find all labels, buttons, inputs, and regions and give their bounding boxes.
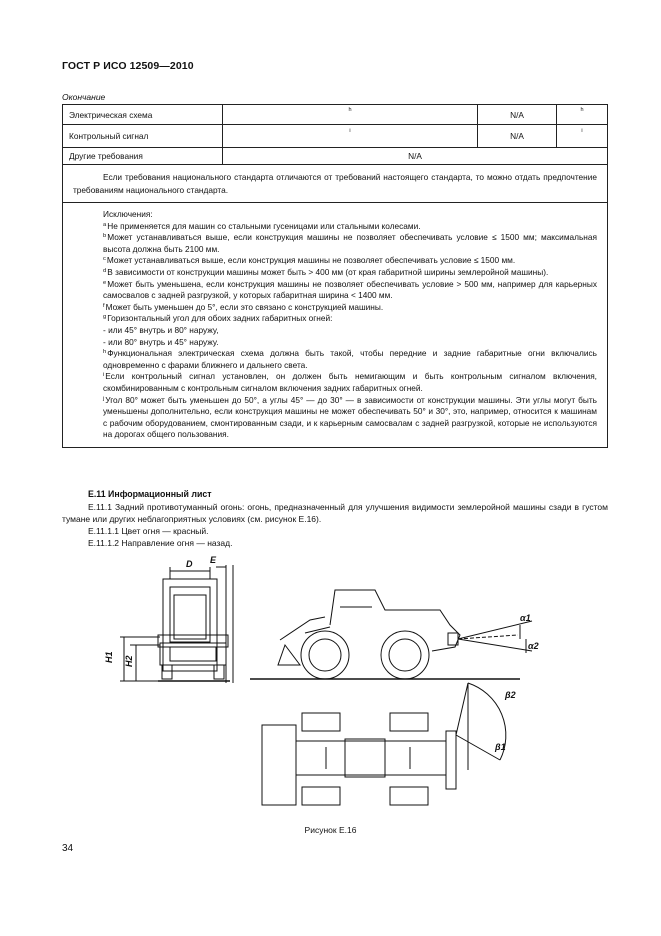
angle-label-a1: α1 — [520, 613, 531, 623]
cell-note: i — [223, 125, 478, 148]
exception-item — [103, 232, 597, 255]
exception-text: Может устанавливаться выше, если конструкция машины не позволяет обеспечивать условие ≤ 1500 мм; максимальная высота должна быть 2100 мм. — [103, 232, 597, 254]
exception-item — [103, 279, 597, 302]
paragraph: Е.11.1 Задний противотуманный огонь: огонь, предназначенный для улучшения видимости землеройной машины сзади в густом тумане или других неблагоприятных условиях (см. рисунок Е.16). — [62, 502, 608, 524]
row-label: Контрольный сигнал — [63, 125, 223, 148]
angle-label-b1: β1 — [495, 742, 506, 752]
exception-item — [103, 348, 597, 371]
footnote-mark: e — [103, 279, 107, 286]
figure-caption: Рисунок Е.16 — [304, 825, 357, 835]
cell-value: N/A — [223, 148, 608, 165]
rear-view-drawing — [120, 565, 233, 683]
dim-label-h2: H2 — [124, 655, 134, 667]
exception-text: Функциональная электрическая схема должна быть такой, чтобы передние и задние габаритные огни включались одновременно с фарами ближнего и дальнего света. — [103, 348, 597, 370]
plan-view-drawing — [262, 683, 506, 805]
exceptions-list — [103, 221, 597, 441]
row-label: Электрическая схема — [63, 105, 223, 125]
exception-text: Может устанавливаться выше, если конструкция машины не позволяет обеспечивать условие ≤ 1500 мм. — [106, 255, 516, 266]
row-label: Другие требования — [63, 148, 223, 165]
table-row — [63, 105, 608, 125]
table-row — [63, 148, 608, 165]
footnote-mark: a — [103, 221, 107, 228]
dim-label-e: E — [210, 555, 217, 565]
exception-item — [103, 221, 597, 233]
cell-note: h — [557, 105, 608, 125]
requirements-table — [62, 104, 608, 448]
table-row — [63, 165, 608, 203]
paragraph: Е.11.1.2 Направление огня — назад. — [88, 538, 233, 548]
cell-note: h — [223, 105, 478, 125]
footnote-mark: c — [103, 256, 106, 263]
exception-item — [103, 313, 597, 325]
cell-note: i — [557, 125, 608, 148]
cell-value: N/A — [478, 105, 557, 125]
continuation-label: Окончание — [62, 92, 106, 102]
exception-text: Может быть уменьшена, если конструкция машины не позволяет обеспечивать условие > 500 мм, например для карьерных самосвалов с задней разгрузкой, у которых габаритная ширина < 1400 мм. — [103, 278, 597, 301]
paragraph: Е.11.1.1 Цвет огня — красный. — [88, 526, 209, 536]
footnote-mark: f — [103, 302, 105, 309]
exception-item — [103, 337, 597, 349]
page-header: ГОСТ Р ИСО 12509—2010 — [62, 60, 194, 72]
footnote-mark: i — [103, 372, 105, 379]
footnote-mark: h — [103, 349, 107, 356]
exception-text: - или 80° внутрь и 45° наружу. — [103, 336, 219, 347]
figure-e16 — [100, 555, 560, 820]
national-standard-note: Если требования национального стандарта отличаются от требований настоящего стандарта, то можно отдать предпочтение требованиям национального стандарта. — [63, 165, 608, 203]
exception-item — [103, 395, 597, 441]
exception-item — [103, 371, 597, 394]
exception-item — [103, 302, 597, 314]
exceptions-title: Исключения: — [103, 209, 153, 219]
footnote-mark: d — [103, 267, 107, 274]
exceptions-block — [63, 203, 608, 448]
page-number: 34 — [62, 843, 74, 854]
angle-label-a2: α2 — [528, 641, 539, 651]
exception-text: Если контрольный сигнал установлен, он должен быть немигающим и быть контрольным сигналом включения, скомбинированным с контрольным сигналом включения задних габаритных огней. — [103, 371, 597, 393]
exception-text: Может быть уменьшен до 5°, если это связано с конструкцией машины. — [105, 301, 384, 312]
footnote-mark: b — [103, 233, 107, 240]
footnote-mark: g — [103, 314, 107, 321]
dim-label-d: D — [186, 559, 193, 569]
footnote-mark: j — [103, 395, 105, 402]
table-row — [63, 125, 608, 148]
exception-item — [103, 267, 597, 279]
exception-item — [103, 325, 597, 337]
exception-text: Не применяется для машин со стальными гусеницами или стальными колесами. — [107, 220, 421, 231]
dim-label-h1: H1 — [104, 651, 114, 663]
section-title: Е.11 Информационный лист — [88, 489, 212, 499]
angle-label-b2: β2 — [505, 690, 516, 700]
cell-value: N/A — [478, 125, 557, 148]
exception-text: Горизонтальный угол для обоих задних габаритных огней: — [107, 313, 333, 324]
exception-text: - или 45° внутрь и 80° наружу, — [103, 324, 219, 335]
side-view-drawing — [250, 590, 532, 679]
exception-item — [103, 255, 597, 267]
exception-text: В зависимости от конструкции машины может быть > 400 мм (от края габаритной ширины землеройной машины). — [107, 266, 549, 277]
exception-text: Угол 80° может быть уменьшен до 50°, а углы 45° — до 30° — в зависимости от конструкции машины. Эти углы могут быть уменьшены дополнительно, если конструкция машины не может обеспечивать 50° и 30°, это, например, относится к машинам с рабочим оборудованием, смонтированным сзади, и к карьерным самосвалам с задней разгрузкой, которые не используются на дорогах общего пользования. — [103, 394, 597, 440]
table-row — [63, 203, 608, 448]
